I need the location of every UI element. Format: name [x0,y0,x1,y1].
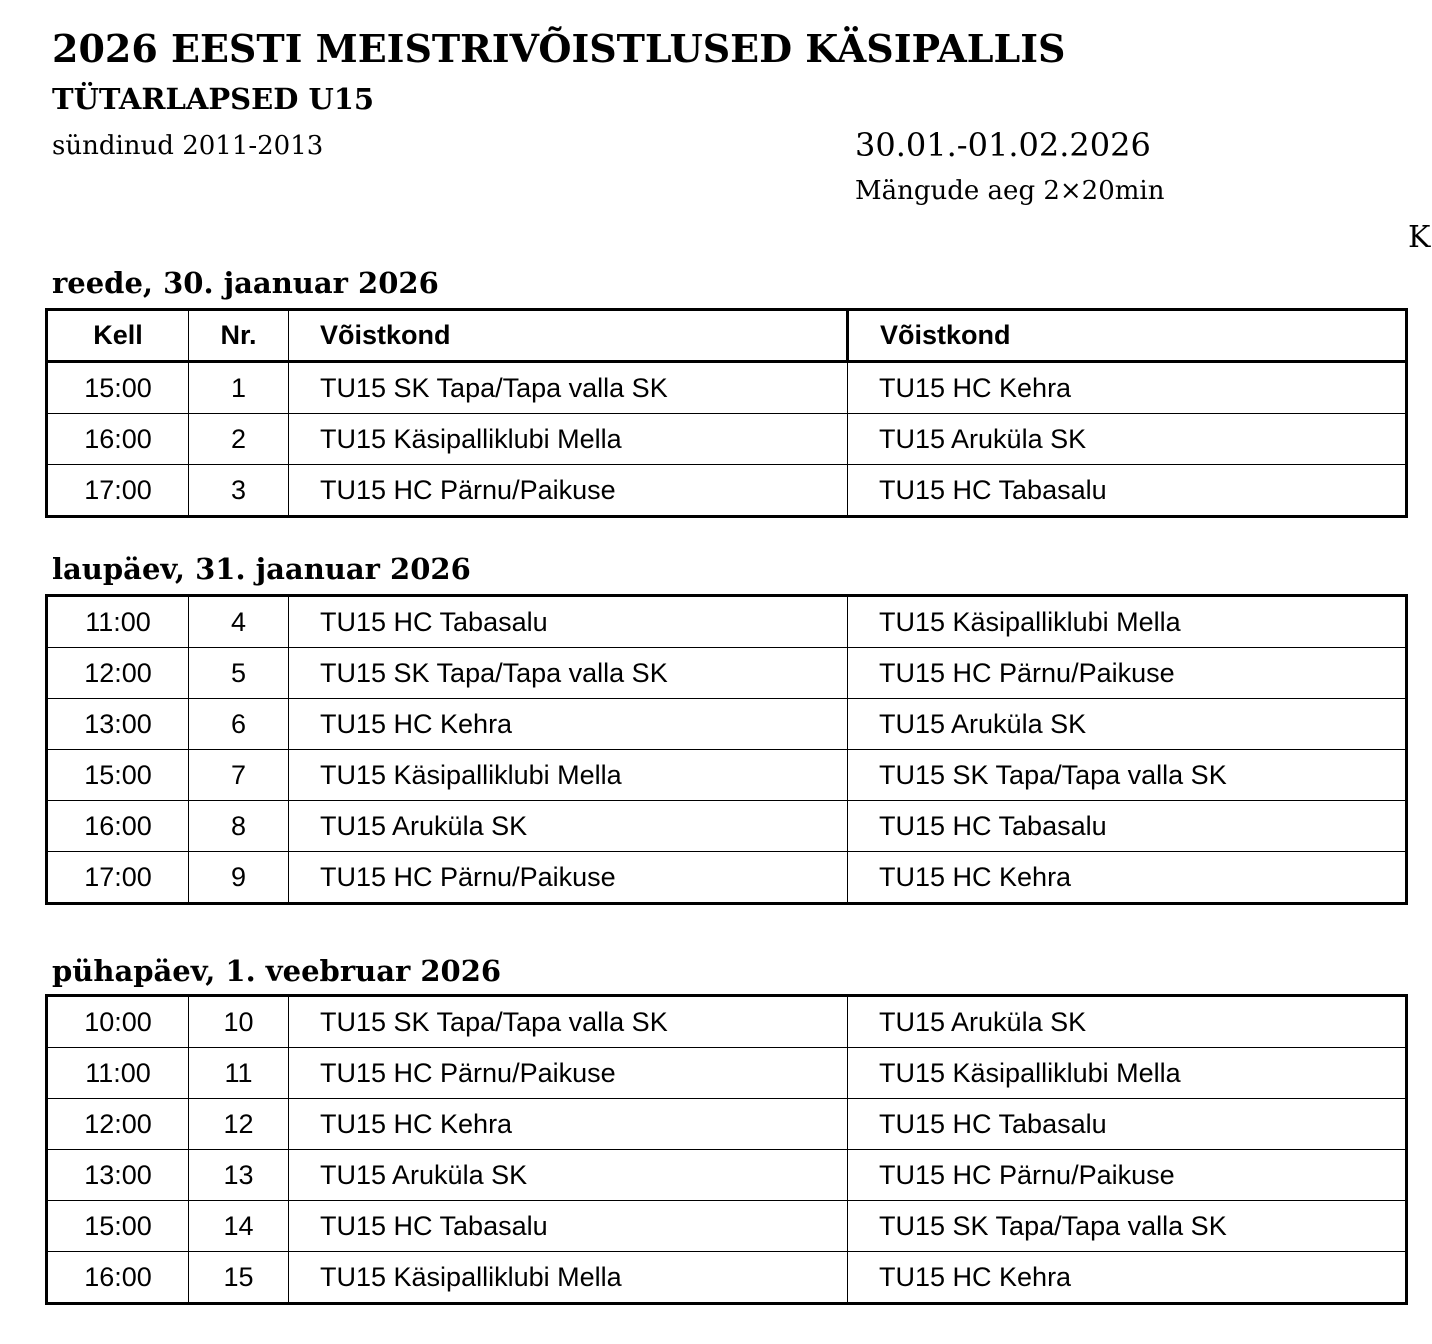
game-number: 15 [189,1252,289,1304]
table-row [47,750,1407,801]
corner-letter: K [1408,220,1431,255]
home-team: TU15 SK Tapa/Tapa valla SK [289,996,848,1048]
table-header-row [47,310,1407,362]
table-row [47,362,1407,414]
home-team: TU15 Käsipalliklubi Mella [289,1252,848,1304]
game-number: 1 [189,362,289,414]
table-row [47,465,1407,517]
schedule-table-sunday [45,994,1408,1305]
home-team: TU15 HC Pärnu/Paikuse [289,465,848,517]
home-team: TU15 Käsipalliklubi Mella [289,750,848,801]
game-time: 12:00 [47,1099,189,1150]
table-row [47,414,1407,465]
away-team: TU15 HC Pärnu/Paikuse [848,648,1407,699]
away-team: TU15 HC Pärnu/Paikuse [848,1150,1407,1201]
away-team: TU15 Käsipalliklubi Mella [848,596,1407,648]
away-team: TU15 Aruküla SK [848,699,1407,750]
game-number: 10 [189,996,289,1048]
table-row [47,648,1407,699]
home-team: TU15 HC Kehra [289,699,848,750]
column-header-team1: Võistkond [289,310,848,362]
document-subtitle: TÜTARLAPSED U15 [52,82,375,116]
home-team: TU15 HC Pärnu/Paikuse [289,852,848,904]
game-time: 17:00 [47,465,189,517]
table-row [47,596,1407,648]
game-number: 12 [189,1099,289,1150]
game-time: 10:00 [47,996,189,1048]
home-team: TU15 HC Tabasalu [289,596,848,648]
table-row [47,1201,1407,1252]
away-team: TU15 Aruküla SK [848,996,1407,1048]
home-team: TU15 SK Tapa/Tapa valla SK [289,648,848,699]
home-team: TU15 HC Pärnu/Paikuse [289,1048,848,1099]
day-heading-saturday: laupäev, 31. jaanuar 2026 [52,552,471,586]
document-title: 2026 EESTI MEISTRIVÕISTLUSED KÄSIPALLIS [52,26,1066,71]
away-team: TU15 SK Tapa/Tapa valla SK [848,750,1407,801]
column-header-nr: Nr. [189,310,289,362]
home-team: TU15 HC Kehra [289,1099,848,1150]
game-number: 4 [189,596,289,648]
game-time: 16:00 [47,1252,189,1304]
game-number: 8 [189,801,289,852]
home-team: TU15 Aruküla SK [289,801,848,852]
game-number: 5 [189,648,289,699]
table-row [47,1252,1407,1304]
game-time: 15:00 [47,750,189,801]
day-heading-friday: reede, 30. jaanuar 2026 [52,266,439,300]
away-team: TU15 HC Kehra [848,1252,1407,1304]
game-number: 11 [189,1048,289,1099]
away-team: TU15 HC Tabasalu [848,465,1407,517]
birth-years: sündinud 2011-2013 [52,131,324,161]
game-number: 6 [189,699,289,750]
day-heading-sunday: pühapäev, 1. veebruar 2026 [52,954,502,988]
home-team: TU15 Käsipalliklubi Mella [289,414,848,465]
away-team: TU15 SK Tapa/Tapa valla SK [848,1201,1407,1252]
game-number: 13 [189,1150,289,1201]
table-row [47,801,1407,852]
game-time: 13:00 [47,699,189,750]
home-team: TU15 SK Tapa/Tapa valla SK [289,362,848,414]
away-team: TU15 HC Kehra [848,362,1407,414]
table-row [47,1099,1407,1150]
table-row [47,852,1407,904]
home-team: TU15 HC Tabasalu [289,1201,848,1252]
game-time: 15:00 [47,362,189,414]
game-time: 15:00 [47,1201,189,1252]
game-number: 9 [189,852,289,904]
away-team: TU15 Aruküla SK [848,414,1407,465]
away-team: TU15 Käsipalliklubi Mella [848,1048,1407,1099]
game-number: 14 [189,1201,289,1252]
away-team: TU15 HC Tabasalu [848,801,1407,852]
away-team: TU15 HC Tabasalu [848,1099,1407,1150]
game-number: 7 [189,750,289,801]
game-time: 13:00 [47,1150,189,1201]
home-team: TU15 Aruküla SK [289,1150,848,1201]
column-header-team2: Võistkond [848,310,1407,362]
game-time: 16:00 [47,414,189,465]
game-time: 11:00 [47,596,189,648]
game-time: 16:00 [47,801,189,852]
game-time: 11:00 [47,1048,189,1099]
game-number: 3 [189,465,289,517]
table-row [47,699,1407,750]
away-team: TU15 HC Kehra [848,852,1407,904]
game-number: 2 [189,414,289,465]
game-time: 12:00 [47,648,189,699]
tournament-dates: 30.01.-01.02.2026 [855,126,1151,164]
table-row [47,996,1407,1048]
game-duration: Mängude aeg 2×20min [855,176,1165,206]
table-row [47,1048,1407,1099]
game-time: 17:00 [47,852,189,904]
schedule-table-friday [45,308,1408,518]
column-header-time: Kell [47,310,189,362]
schedule-table-saturday [45,594,1408,905]
table-row [47,1150,1407,1201]
